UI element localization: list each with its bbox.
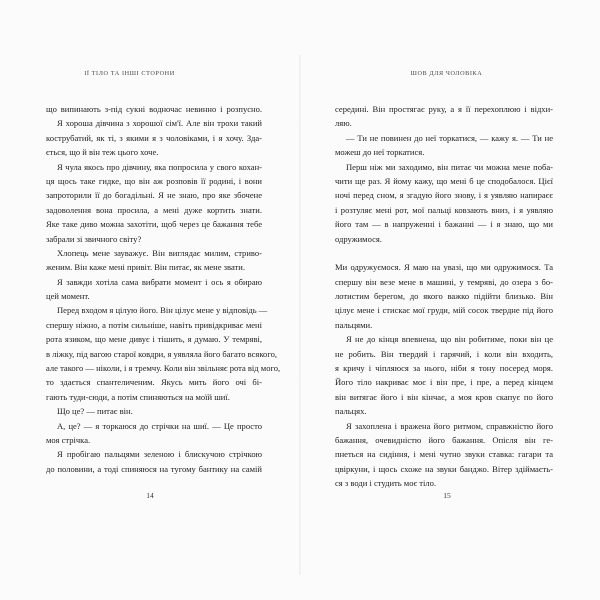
- text-line: не робить. Він твердий і гарячий, і коли він входить,: [335, 348, 553, 359]
- text-line: ляю.: [335, 118, 352, 129]
- text-line: Яке таке диво можна захотіти, щоб через це бажання тебе: [46, 219, 262, 230]
- text-line: одружимося.: [335, 233, 382, 244]
- text-line: до половини, а тоді спиняюся на тугому бантику на самій: [46, 463, 262, 474]
- text-line: пнеться на сидіння, і мені чутно звуки ставка: гагари та: [335, 449, 553, 460]
- text-line: Я захоплена і вражена його ритмом, справжністю його: [346, 420, 553, 431]
- text-line: цвіркуни, і щось схоже на звуки банджо. Вітер здіймаєть-: [335, 463, 553, 474]
- page-body-text: [46, 102, 281, 476]
- text-line: але такого — ніколи, і я тремчу. Коли він звільняє рота від мого,: [46, 363, 281, 374]
- text-line: Ми одружуємося. Я маю на увазі, що ми одружимося. Та: [335, 262, 553, 273]
- text-line: Хлопець мене зауважує. Він виглядає милим, стриво-: [57, 247, 262, 258]
- text-line: ця щось таке гидке, що він аж розповів її родині, і вони: [46, 175, 262, 186]
- text-line: забрали зі звичного світу?: [46, 233, 142, 244]
- text-line: Я хороша дівчина з хорошої сім'ї. Але він трохи такий: [57, 118, 262, 129]
- page-number: 14: [146, 491, 154, 500]
- text-line: Що це? — питає він.: [57, 406, 133, 417]
- text-line: гають туди-сюди, а потім спиняються на моїй шиї.: [46, 391, 230, 402]
- text-line: Перед входом я цілую його. Він цілує мене у відповідь —: [57, 305, 268, 316]
- text-line: спершу він везе мене в машині, у темряві, до озера з бо-: [335, 276, 553, 287]
- paragraph-gap: [335, 246, 553, 260]
- text-line: задоволення вона просила, а мені дуже кортить знати.: [46, 204, 262, 215]
- text-line: він витягає його і він кінчає, а моя кров скапує по його: [335, 391, 553, 402]
- right-page: [301, 0, 600, 600]
- text-line: Я не до кінця впевнена, що він робитиме, поки він це: [346, 334, 553, 345]
- text-line: цілує мене і стискає мої груди, мій сосок твердне під його: [335, 305, 553, 316]
- page-number: 15: [443, 491, 451, 500]
- text-line: моя стрічка.: [46, 434, 91, 445]
- text-line: Його тіло накриває моє і він пре, і пре, а перед кінцем: [335, 377, 553, 388]
- text-line: Я пробігаю пальцями зеленою і блискучою стрічкою: [57, 449, 262, 460]
- text-line: Перш ніж ми заходимо, він питає чи можна мене поба-: [346, 161, 553, 172]
- text-line: бажання, очевидністю його бажання. Опісля він ге-: [335, 434, 553, 445]
- text-line: я кричу і чіпляюся за нього, ніби я тону посеред моря.: [335, 363, 553, 374]
- text-line: в ліжку, під вагою старої ковдри, я уявляла його багато всякого,: [46, 348, 278, 359]
- text-line: А, це? — я торкаюся до стрічки на шиї. — Це просто: [57, 420, 262, 431]
- page-body-text: [335, 102, 553, 491]
- text-line: спершу ніжно, а потім сильніше, навіть привідкриває мені: [46, 319, 262, 330]
- text-line: можеш до неї торкатися.: [335, 147, 425, 158]
- running-head: ШОВ ДЛЯ ЧОЛОВІКА: [410, 70, 483, 77]
- text-line: пальцях.: [335, 406, 367, 417]
- text-line: що випинають з-під сукні водночас невинно і розпусно.: [46, 104, 262, 114]
- text-line: — Ти не повинен до неї торкатися, — кажу я. — Ти не: [346, 132, 553, 143]
- text-line: кострубатий, як ті, з якими я з чоловіками, і я хочу. Зда-: [46, 132, 262, 143]
- text-line: ється, що й він теж цього хоче.: [46, 147, 159, 158]
- text-line: ся з води і студить моє тіло.: [335, 478, 437, 489]
- text-line: то здається спантеличеним. Якусь мить його очі бі-: [46, 377, 262, 388]
- text-line: женим. Він каже мені привіт. Він питає, як мене звати.: [46, 262, 245, 273]
- text-line: ночі перед сном, я згадую його знову, і я уявляю напираєє: [335, 190, 553, 201]
- text-line: рота язиком, що мене дивує і тішить, я думаю. У темряві,: [46, 334, 262, 345]
- text-line: чити ще раз. Я йому кажу, що мені б це сподобалося. Цієї: [335, 175, 553, 186]
- text-line: середині. Він простягає руку, а я її перехоплюю і відхи-: [335, 104, 553, 114]
- text-line: Я чула якось про дівчину, яка попросила у свого кохан-: [57, 161, 262, 172]
- text-line: і розтуляє мені рот, мої пальці ковзають вниз, і я уявляю: [335, 204, 553, 215]
- running-head: ІЇ ТІЛО ТА ІНШІ СТОРОНИ: [84, 70, 175, 77]
- text-line: цей момент.: [46, 291, 90, 302]
- text-line: його там — в напруженні і бажанні — і я знаю, що ми: [335, 219, 553, 230]
- text-line: Я завжди хотіла сама вибрати момент і ось я обираю: [57, 276, 262, 287]
- text-line: лотистим берегом, до якого важко підійти близько. Він: [335, 291, 553, 302]
- text-line: пальцями.: [335, 319, 373, 330]
- text-line: запроторили її до богадільні. Я не знаю, про яке збочене: [46, 190, 262, 201]
